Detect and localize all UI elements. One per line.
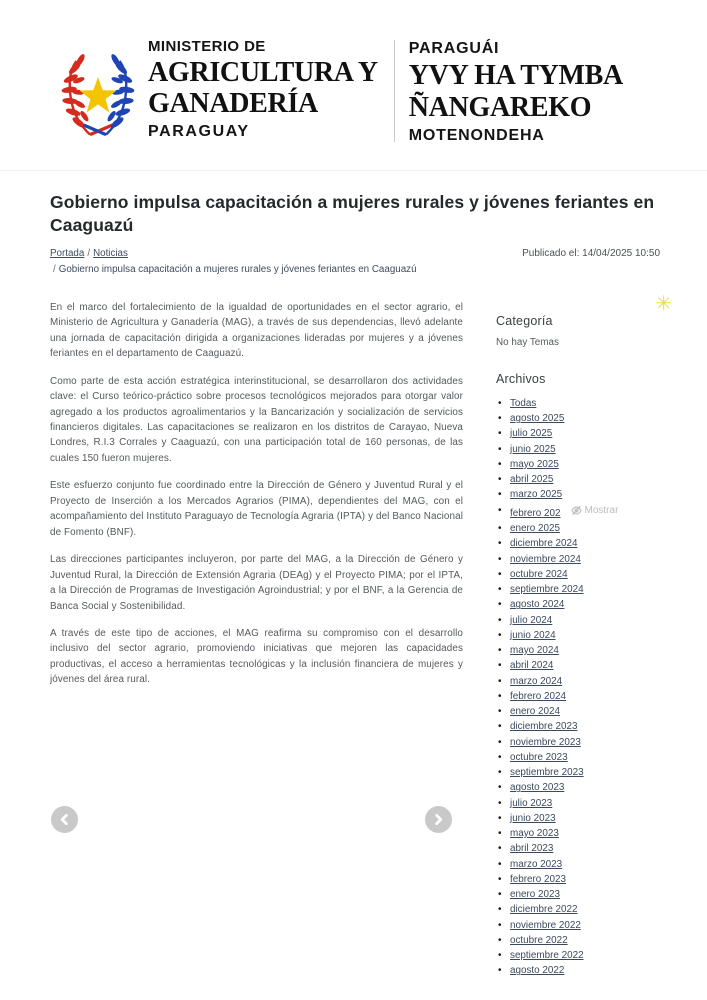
archive-link[interactable]: enero 2023 bbox=[510, 889, 560, 901]
archive-link[interactable]: diciembre 2024 bbox=[510, 538, 578, 550]
archive-item bbox=[496, 689, 660, 704]
logo-line: AGRICULTURA Y bbox=[148, 56, 378, 88]
archive-link[interactable]: febrero 2023 bbox=[510, 873, 567, 885]
archive-item bbox=[496, 826, 660, 841]
archive-link[interactable]: septiembre 2024 bbox=[510, 584, 584, 596]
logo-line: MOTENONDEHA bbox=[408, 127, 545, 145]
archive-item bbox=[496, 442, 660, 457]
archive-item bbox=[496, 948, 660, 963]
archive-item bbox=[496, 411, 660, 426]
archive-item bbox=[496, 902, 660, 917]
archives-heading: Archivos bbox=[496, 371, 546, 386]
loading-spinner-icon: ✳ bbox=[655, 292, 672, 315]
archive-link[interactable]: junio 2024 bbox=[510, 629, 556, 641]
logo-divider bbox=[394, 40, 395, 142]
breadcrumb bbox=[50, 246, 417, 278]
archive-link[interactable]: diciembre 2022 bbox=[510, 904, 578, 916]
archives-list bbox=[496, 396, 660, 979]
archive-item bbox=[496, 735, 660, 750]
article-paragraph: En el marco del fortalecimiento de la igualdad de oportunidades en el sector agrario, el Ministerio de Agricultura y Ganadería (MAG), a través de sus dependencias, llevó adelante una jornada de capacitación dirigida a organizaciones lideradas por mujeres y a jóvenes feriantes en el departamento de Caaguazú. bbox=[50, 301, 463, 360]
archive-item bbox=[496, 933, 660, 948]
archive-item bbox=[496, 963, 660, 978]
archive-link[interactable]: abril 2024 bbox=[510, 660, 554, 672]
archive-link[interactable]: noviembre 2022 bbox=[510, 919, 581, 931]
chevron-left-icon bbox=[59, 814, 70, 825]
published-date: Publicado el: 14/04/2025 10:50 bbox=[522, 247, 660, 259]
article-meta bbox=[50, 246, 660, 278]
archive-item bbox=[496, 872, 660, 887]
logo-text-guarani bbox=[409, 36, 623, 148]
mostrar-overlay[interactable] bbox=[569, 503, 621, 518]
archive-link[interactable]: mayo 2025 bbox=[510, 458, 559, 470]
archive-item bbox=[496, 487, 660, 502]
archive-item bbox=[496, 503, 660, 521]
archive-link[interactable]: octubre 2023 bbox=[510, 751, 568, 763]
logo-line: PARAGUAY bbox=[148, 123, 250, 141]
archive-link[interactable]: agosto 2025 bbox=[510, 413, 565, 425]
archive-item bbox=[496, 719, 660, 734]
archive-item bbox=[496, 521, 660, 536]
logo-line: PARAGUÁI bbox=[408, 40, 500, 57]
archive-item bbox=[496, 396, 660, 411]
archive-item bbox=[496, 582, 660, 597]
archive-item bbox=[496, 643, 660, 658]
article-paragraph: Las direcciones participantes incluyeron, por parte del MAG, a la Dirección de Género y Juventud Rural, la Dirección de Extensión Agraria (DEAg) y el Proyecto PIMA; por el IPTA, a la Dirección de Programas de Investigación Agroindustrial; y por el BNF, a la Gerencia de Banca Social y Sostenibilidad. bbox=[50, 554, 463, 612]
archive-item bbox=[496, 750, 660, 765]
archive-item bbox=[496, 567, 660, 582]
archive-link[interactable]: abril 2025 bbox=[510, 474, 554, 486]
archive-item bbox=[496, 918, 660, 933]
archive-item bbox=[496, 613, 660, 628]
archive-link[interactable]: mayo 2023 bbox=[510, 828, 559, 840]
archive-link[interactable]: julio 2023 bbox=[510, 797, 553, 809]
archive-link[interactable]: junio 2025 bbox=[510, 443, 556, 455]
category-heading: Categoría bbox=[496, 313, 553, 328]
archive-link[interactable]: septiembre 2022 bbox=[510, 950, 584, 962]
page-title: Gobierno impulsa capacitación a mujeres rurales y jóvenes feriantes en Caaguazú bbox=[50, 192, 655, 236]
archive-link[interactable]: enero 2025 bbox=[510, 523, 560, 535]
archive-item bbox=[496, 597, 660, 612]
star-icon bbox=[80, 77, 117, 112]
logo-text-spanish bbox=[148, 36, 378, 150]
eye-off-icon bbox=[571, 505, 582, 516]
breadcrumb-link-noticias[interactable]: Noticias bbox=[93, 247, 128, 259]
archive-item bbox=[496, 811, 660, 826]
archive-link[interactable]: septiembre 2023 bbox=[510, 767, 584, 779]
breadcrumb-separator: / bbox=[53, 263, 56, 275]
breadcrumb-separator: / bbox=[87, 247, 91, 259]
logo-line: GANADERÍA bbox=[148, 88, 318, 120]
archive-link[interactable]: octubre 2022 bbox=[510, 934, 568, 946]
archive-link[interactable]: enero 2024 bbox=[510, 706, 560, 718]
archive-item bbox=[496, 857, 660, 872]
archive-link[interactable]: febrero 2024 bbox=[510, 690, 567, 702]
archive-item bbox=[496, 780, 660, 795]
sidebar bbox=[463, 292, 672, 979]
archive-item bbox=[496, 552, 660, 567]
previous-button[interactable] bbox=[51, 806, 78, 833]
archive-item bbox=[496, 457, 660, 472]
archive-link[interactable]: diciembre 2023 bbox=[510, 721, 578, 733]
archive-link[interactable]: octubre 2024 bbox=[510, 568, 568, 580]
ministry-logo[interactable] bbox=[58, 36, 378, 150]
archive-item bbox=[496, 472, 660, 487]
archive-link[interactable]: agosto 2024 bbox=[510, 599, 565, 611]
archive-item bbox=[496, 658, 660, 673]
archive-link[interactable]: junio 2023 bbox=[510, 812, 556, 824]
archive-link[interactable]: febrero 202 bbox=[510, 507, 561, 519]
breadcrumb-link-portada[interactable]: Portada bbox=[50, 247, 85, 259]
archive-link[interactable]: julio 2025 bbox=[510, 428, 553, 440]
chevron-right-icon bbox=[433, 814, 444, 825]
archive-item bbox=[496, 887, 660, 902]
archive-link[interactable]: Todas bbox=[510, 397, 537, 409]
breadcrumb-current: Gobierno impulsa capacitación a mujeres rurales y jóvenes feriantes en Caaguazú bbox=[58, 263, 417, 275]
archive-link[interactable]: marzo 2023 bbox=[510, 858, 563, 870]
logo-line: MINISTERIO DE bbox=[148, 38, 266, 55]
logo-line: YVY HA TYMBA bbox=[408, 60, 623, 92]
archive-item bbox=[496, 426, 660, 441]
category-empty-text: No hay Temas bbox=[496, 336, 559, 348]
archive-link[interactable]: mayo 2024 bbox=[510, 645, 559, 657]
next-button[interactable] bbox=[425, 806, 452, 833]
mostrar-label: Mostrar bbox=[584, 504, 619, 516]
article-paragraph: Como parte de esta acción estratégica interinstitucional, se desarrollaron dos actividades clave: el Curso teórico-práctico sobre procesos tecnológicos mejorados para otorgar valor agregado a los productos agroalimentarios y la Bancarización y socialización de servicios financieros digitales. Las capacitaciones se realizaron en los distritos de Carayao, Nueva Londres, R.I.3 Corrales y Caaguazú, con una participación total de 160 personas, de las cuales 150 fueron mujeres. bbox=[50, 375, 463, 464]
archive-link[interactable]: abril 2023 bbox=[510, 843, 554, 855]
article-paragraph: A través de este tipo de acciones, el MAG reafirma su compromiso con el desarrollo inclusivo del sector agrario, promoviendo iniciativas que mejoren las capacidades productivas, el acceso a herramientas tecnológicas y la inclusión financiera de mujeres y jóvenes del área rural. bbox=[50, 628, 463, 686]
carousel-nav bbox=[50, 806, 463, 833]
article-body bbox=[50, 300, 463, 979]
logo-line: ÑANGAREKO bbox=[408, 91, 592, 123]
archive-link[interactable]: marzo 2025 bbox=[510, 489, 563, 501]
archive-link[interactable]: marzo 2024 bbox=[510, 675, 563, 687]
archive-item bbox=[496, 796, 660, 811]
paraguay-crest-icon bbox=[58, 36, 138, 150]
main-content bbox=[0, 278, 707, 979]
archive-link[interactable]: agosto 2022 bbox=[510, 965, 565, 977]
archive-item bbox=[496, 841, 660, 856]
archive-link[interactable]: agosto 2023 bbox=[510, 782, 565, 794]
archive-link[interactable]: noviembre 2024 bbox=[510, 553, 581, 565]
archive-item bbox=[496, 628, 660, 643]
archive-link[interactable]: julio 2024 bbox=[510, 614, 553, 626]
archive-item bbox=[496, 536, 660, 551]
archive-link[interactable]: noviembre 2023 bbox=[510, 736, 581, 748]
archive-item bbox=[496, 704, 660, 719]
article-header bbox=[0, 171, 707, 278]
article-paragraph: Este esfuerzo conjunto fue coordinado entre la Dirección de Género y Juventud Rural y el Proyecto de Inserción a los Mercados Agrarios (PIMA), dependientes del MAG, con el acompañamiento del Instituto Paraguayo de Tecnología Agraria (IPTA) y del Banco Nacional de Fomento (BNF). bbox=[50, 480, 463, 538]
site-header bbox=[0, 0, 707, 171]
archive-item bbox=[496, 674, 660, 689]
archive-item bbox=[496, 765, 660, 780]
